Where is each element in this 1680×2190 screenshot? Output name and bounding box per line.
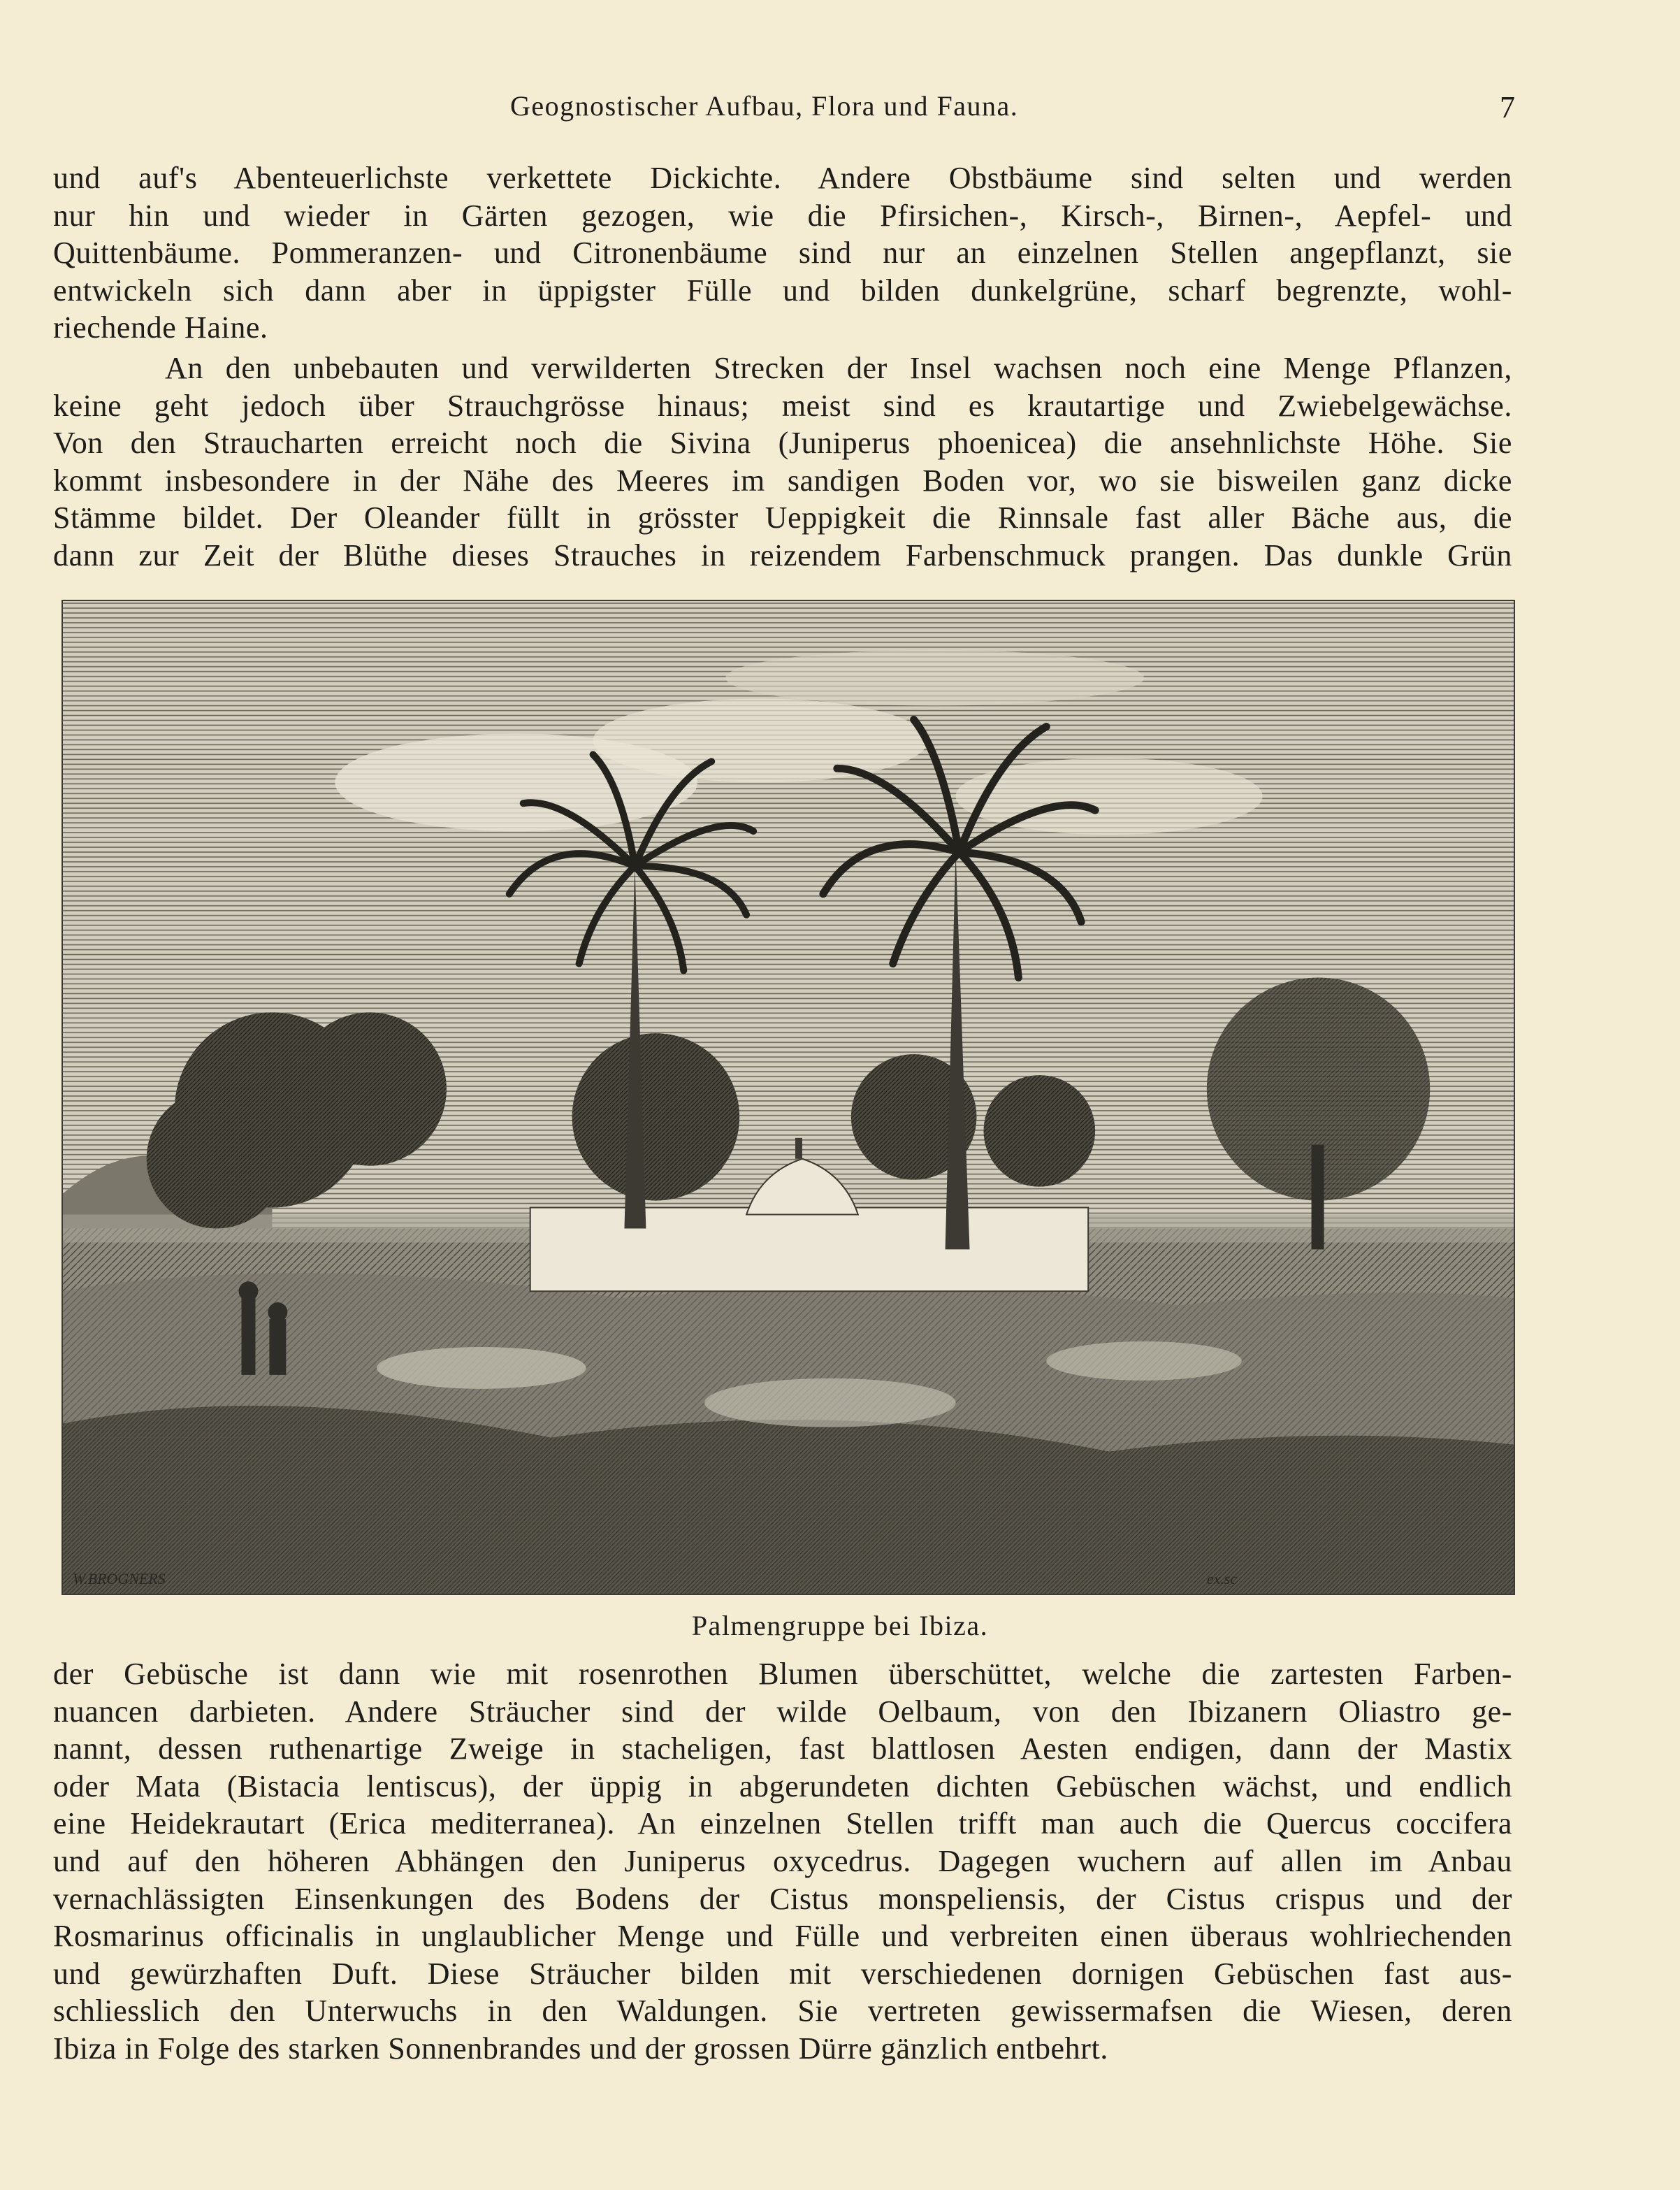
text-line: An den unbebauten und verwilderten Strecken der Insel wachsen noch eine Menge Pflanzen, (165, 351, 1512, 385)
text-line: und auf's Abenteuerlichste verkettete Dickichte. Andere Obstbäume sind selten und werden (53, 161, 1512, 195)
figure-caption: Palmengruppe bei Ibiza. (691, 1610, 989, 1641)
paragraph-2 (53, 350, 1512, 575)
paragraph-1 (53, 159, 1512, 347)
running-head (0, 89, 1680, 131)
text-line: kommt insbesondere in der Nähe des Meeres im sandigen Boden vor, wo sie bisweilen ganz dicke (53, 463, 1512, 498)
text-line: und auf den höheren Abhängen den Juniperus oxycedrus. Dagegen wuchern auf allen im Anbau (53, 1843, 1512, 1878)
text-line: entwickeln sich dann aber in üppigster Fülle und bilden dunkelgrüne, scharf begrenzte, wohl- (53, 273, 1512, 308)
engraver-signature-left: W.BROGNERS (72, 1570, 166, 1588)
text-line: nur hin und wieder in Gärten gezogen, wie die Pfirsichen-, Kirsch-, Birnen-, Aepfel- und (53, 198, 1512, 233)
text-line: und gewürzhaften Duft. Diese Sträucher bilden mit verschiedenen dornigen Gebüschen fast aus- (53, 1956, 1512, 1991)
text-line: Von den Straucharten erreicht noch die Sivina (Juniperus phoenicea) die ansehnlichste Höhe. Sie (53, 426, 1512, 461)
engraving-illustration (63, 601, 1514, 1594)
text-line: Quittenbäume. Pommeranzen- und Citronenbäume sind nur an einzelnen Stellen angepflanzt, sie (53, 236, 1512, 271)
text-line: schliesslich den Unterwuchs in den Waldungen. Sie vertreten gewissermafsen die Wiesen, deren (53, 1994, 1512, 2029)
text-line: vernachlässigten Einsenkungen des Bodens der Cistus monspeliensis, der Cistus crispus und der (53, 1881, 1512, 1916)
engraver-signature-right: ex.sc (1206, 1570, 1238, 1588)
text-line: Rosmarinus officinalis in unglaublicher Menge und Fülle und verbreiten einen überaus wohlriechenden (53, 1919, 1512, 1954)
text-line: Stämme bildet. Der Oleander füllt in grösster Ueppigkeit die Rinnsale fast aller Bäche aus, die (53, 500, 1512, 535)
paragraph-3 (53, 1655, 1512, 2068)
engraving-palm-group (61, 600, 1515, 1595)
running-head-title: Geognostischer Aufbau, Flora und Fauna. (510, 90, 1019, 122)
text-line: eine Heidekrautart (Erica mediterranea). An einzelnen Stellen trifft man auch die Quercus coccifera (53, 1806, 1512, 1841)
text-line: dann zur Zeit der Blüthe dieses Strauches in reizendem Farbenschmuck prangen. Das dunkle Grün (53, 538, 1512, 572)
text-line: der Gebüsche ist dann wie mit rosenrothen Blumen überschüttet, welche die zartesten Farben- (53, 1657, 1512, 1691)
text-line: Ibiza in Folge des starken Sonnenbrandes und der grossen Dürre gänzlich entbehrt. (53, 2031, 1108, 2066)
page-number: 7 (1500, 90, 1516, 124)
text-line: keine geht jedoch über Strauchgrösse hinaus; meist sind es krautartige und Zwiebelgewächse. (53, 388, 1512, 423)
text-line: nuancen darbieten. Andere Sträucher sind der wilde Oelbaum, von den Ibizanern Oliastro ge- (53, 1694, 1512, 1729)
text-line: riechende Haine. (53, 310, 268, 345)
text-line: nannt, dessen ruthenartige Zweige in stacheligen, fast blattlosen Aesten endigen, dann der Mastix (53, 1731, 1512, 1766)
text-line: oder Mata (Bistacia lentiscus), der üppig in abgerundeten dichten Gebüschen wächst, und endlich (53, 1768, 1512, 1803)
